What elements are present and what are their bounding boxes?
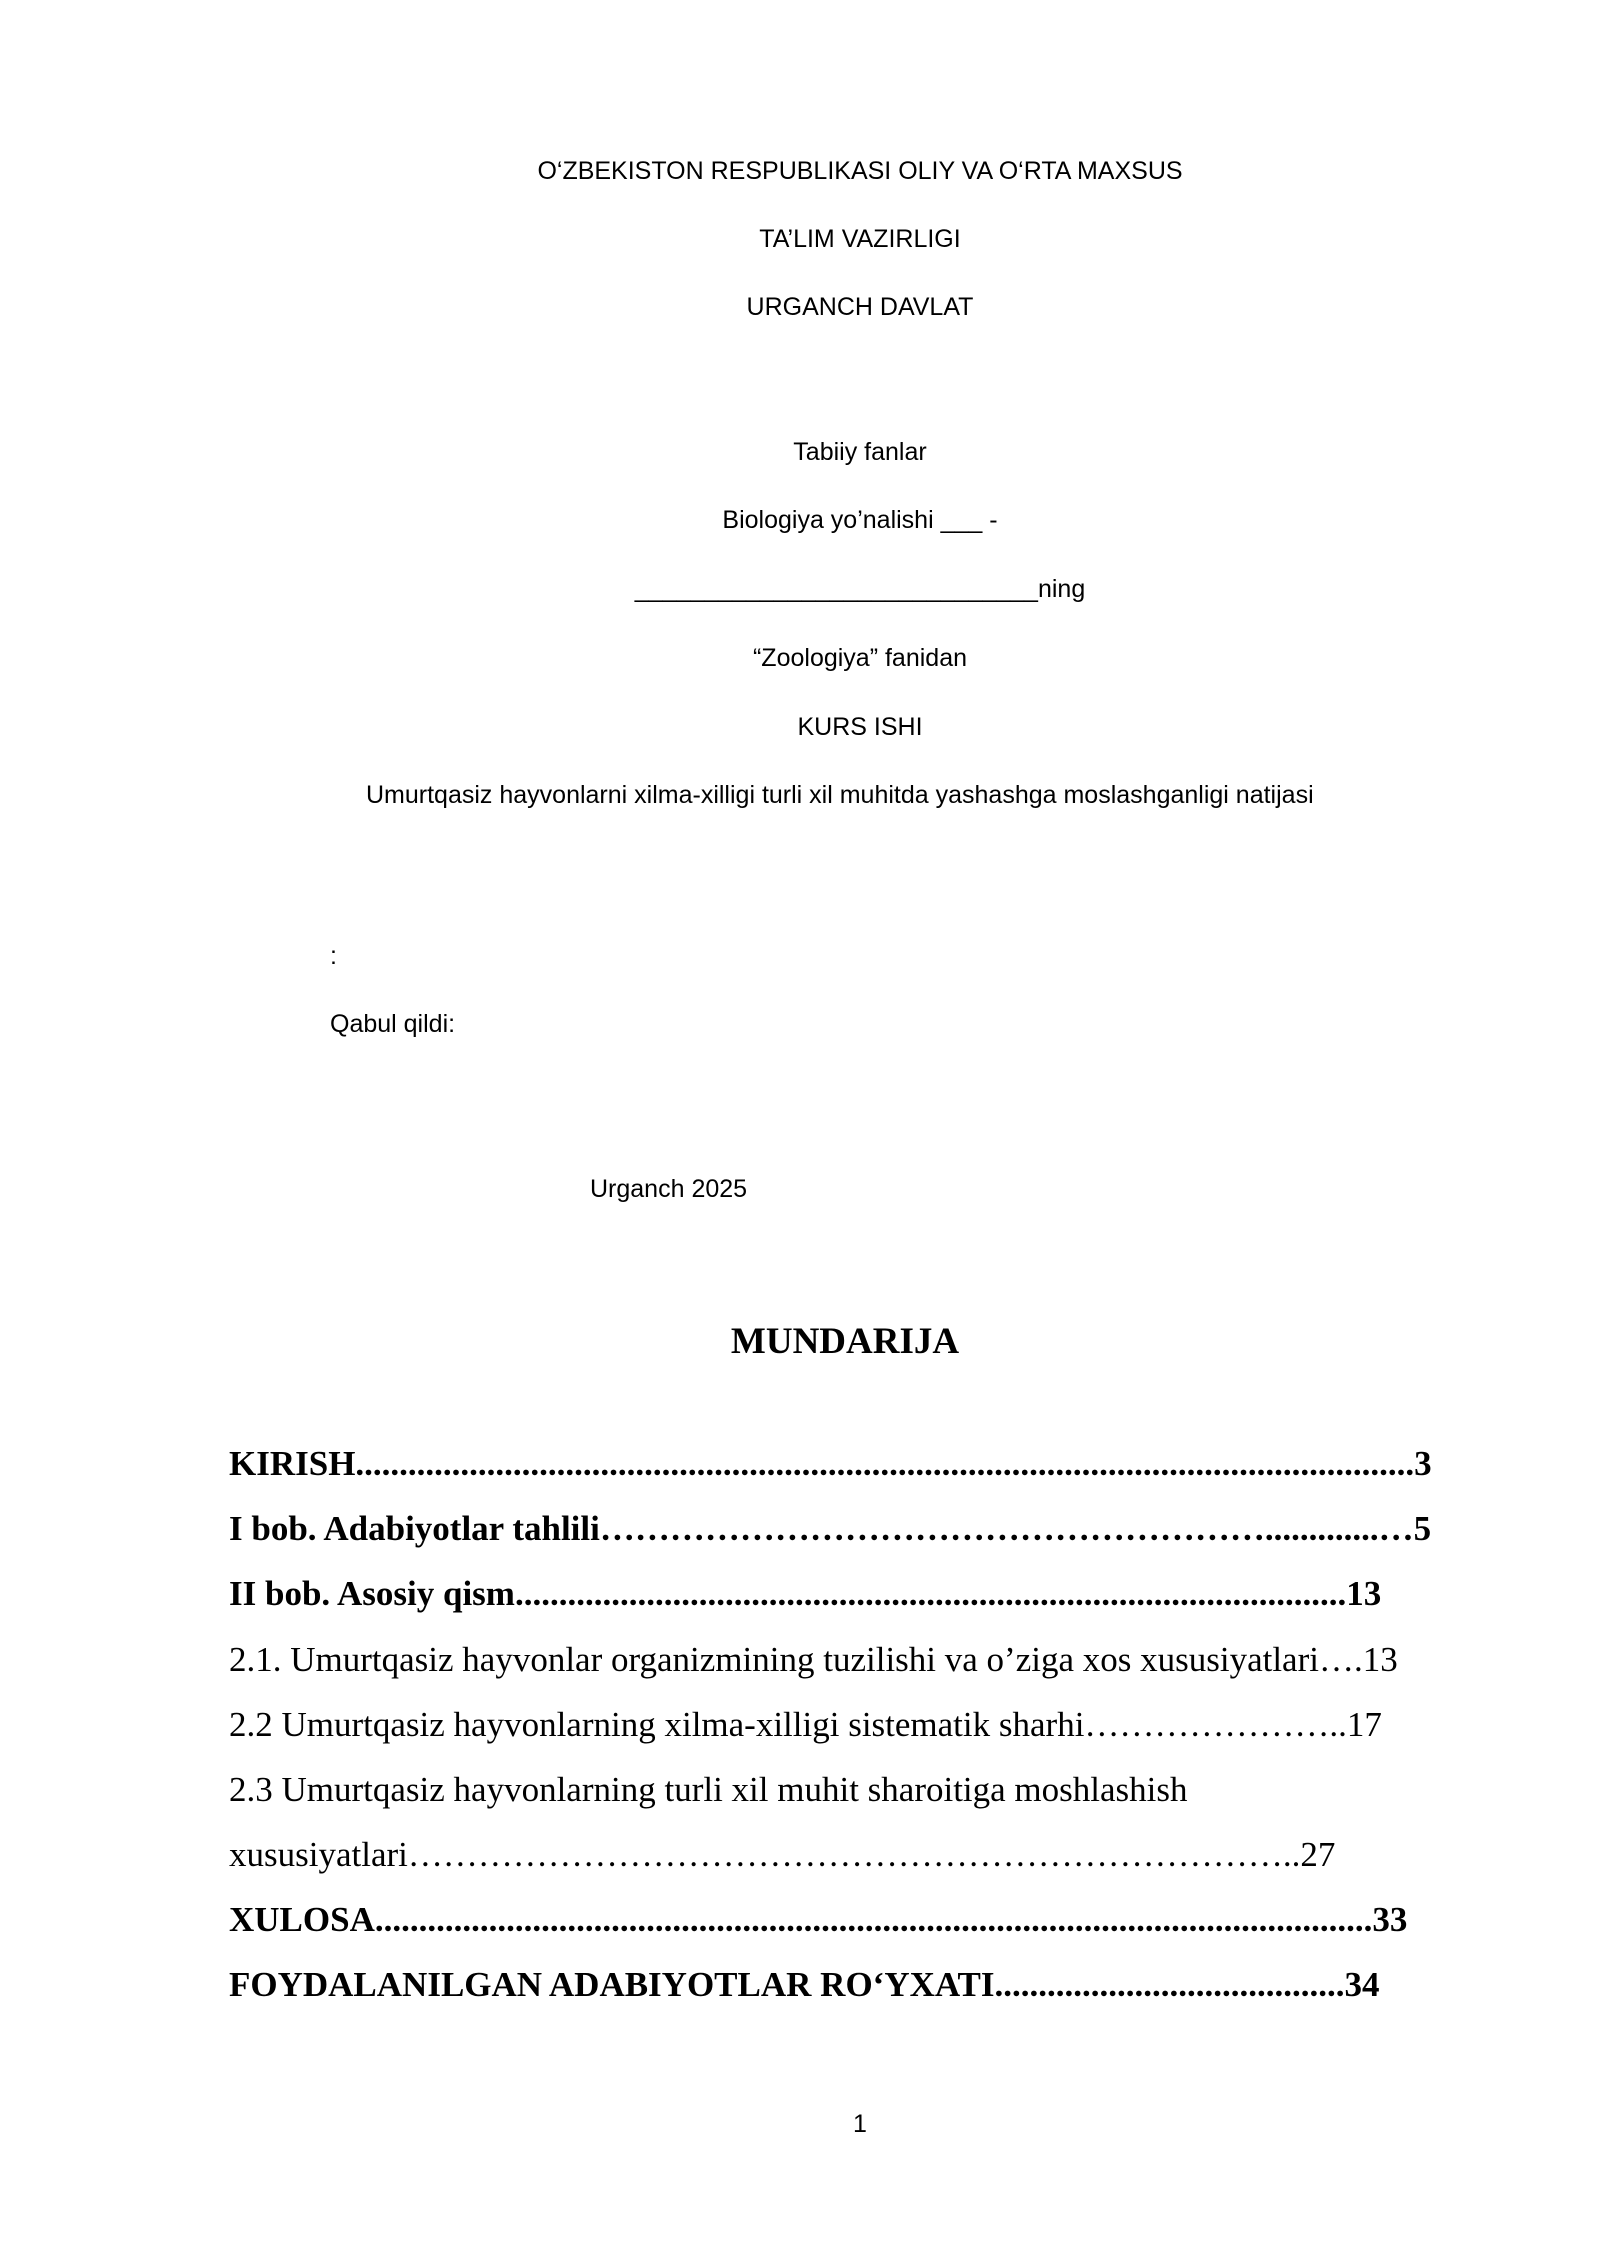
- page-number: 1: [853, 2110, 867, 2138]
- student-name-line: _____________________________ning: [634, 575, 1086, 603]
- toc-entry: xususiyatlari…………………………………………………………………..27: [229, 1835, 1336, 1874]
- toc-entry: I bob. Adabiyotlar tahlili………………………………………………….............…5: [229, 1509, 1432, 1548]
- toc-entry: KIRISH.........................................................................................................................3: [229, 1444, 1432, 1483]
- faculty-name: Tabiiy fanlar: [793, 438, 927, 466]
- accepted-by-label: Qabul qildi:: [330, 1010, 456, 1038]
- subject-name: “Zoologiya” fanidan: [752, 644, 967, 672]
- city-year: Urganch 2025: [590, 1175, 748, 1203]
- toc-entry: XULOSA..................................................................................................................33: [229, 1900, 1408, 1939]
- toc-entry: 2.1. Umurtqasiz hayvonlar organizmining tuzilishi va o’ziga xos xususiyatlari….13: [229, 1640, 1398, 1679]
- university-name: URGANCH DAVLAT: [746, 293, 974, 321]
- work-type: KURS ISHI: [797, 713, 923, 741]
- toc-entry: 2.2 Umurtqasiz hayvonlarning xilma-xilligi sistematik sharhi…………………..17: [229, 1705, 1382, 1744]
- ministry-line-1: O‘ZBEKISTON RESPUBLIKASI OLIY VA O‘RTA MAXSUS: [537, 157, 1183, 185]
- ministry-line-2: TA’LIM VAZIRLIGI: [759, 225, 961, 253]
- toc-entry: II bob. Asosiy qism...............................................................................................13: [229, 1574, 1382, 1613]
- performer-label: :: [330, 942, 337, 970]
- course-work-topic: Umurtqasiz hayvonlarni xilma-xilligi turli xil muhitda yashashga moslashganligi natijasi: [366, 781, 1314, 809]
- toc-entry: FOYDALANILGAN ADABIYOTLAR RO‘YXATI........................................34: [229, 1965, 1380, 2004]
- toc-entry: 2.3 Umurtqasiz hayvonlarning turli xil muhit sharoitiga moshlashish: [229, 1770, 1188, 1809]
- study-direction: Biologiya yo’nalishi ___ -: [722, 506, 998, 534]
- toc-heading: MUNDARIJA: [730, 1321, 960, 1362]
